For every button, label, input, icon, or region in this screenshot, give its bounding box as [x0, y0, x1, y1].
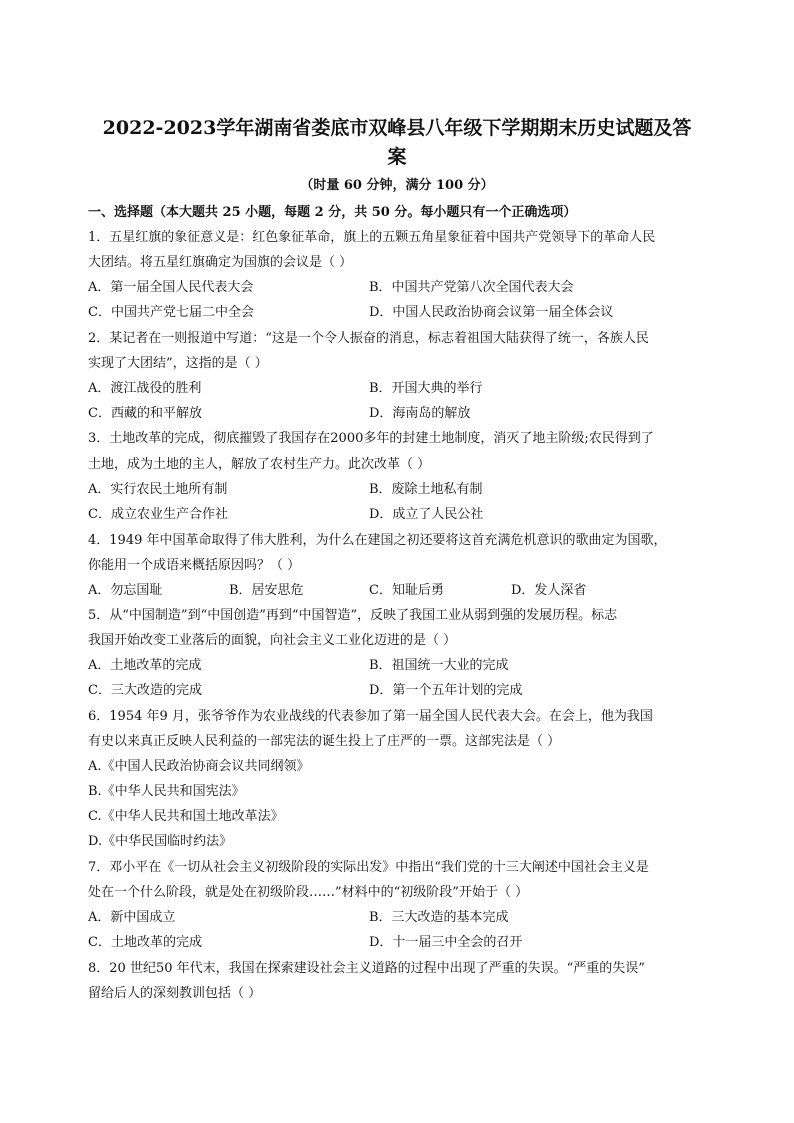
question-5-stem: 5．从“中国制造”到“中国创造”再到“中国智造”，反映了我国工业从弱到强的发展历程。标志: [88, 608, 618, 623]
question-2-option-d: D．海南岛的解放: [369, 406, 471, 421]
question-2-stem: 2．某记者在一则报道中写道：“这是一个令人振奋的消息，标志着祖国大陆获得了统一，各族人民: [88, 331, 649, 346]
doc-subtitle: （时量 60 分钟，满分 100 分）: [300, 178, 494, 193]
question-7-stem: 7．邓小平在《一切从社会主义初级阶段的实际出发》中指出“我们党的十三大阐述中国社会主义是: [88, 860, 649, 875]
question-2-option-a: A．渡江战役的胜利: [88, 381, 202, 396]
question-6-option-b: B.《中华人民共和国宪法》: [88, 784, 245, 799]
question-4-option-c: C．知耻后勇: [369, 583, 444, 598]
question-7-option-a: A．新中国成立: [88, 910, 176, 925]
question-4-option-d: D．发人深省: [511, 583, 587, 598]
question-2-option-b: B．开国大典的举行: [369, 381, 483, 396]
question-4-stem: 你能用一个成语来概括原因吗？（ ）: [88, 558, 301, 573]
question-4-option-b: B．居安思危: [229, 583, 304, 598]
question-5-option-b: B．祖国统一大业的完成: [369, 658, 509, 673]
question-8-stem: 8．20 世纪50 年代末，我国在探索建设社会主义道路的过程中出现了严重的失误。“严重的失误”: [88, 961, 645, 976]
question-6-stem: 有史以来真正反映人民利益的一部宪法的诞生投上了庄严的一票。这部宪法是（ ）: [88, 734, 561, 749]
question-1-option-b: B．中国共产党第八次全国代表大会: [369, 280, 574, 295]
question-6-option-d: D.《中华民国临时约法》: [88, 834, 233, 849]
question-1-option-a: A．第一届全国人民代表大会: [88, 280, 254, 295]
question-1-option-d: D．中国人民政治协商会议第一届全体会议: [369, 305, 614, 320]
question-7-option-b: B．三大改造的基本完成: [369, 910, 509, 925]
question-8-stem: 留给后人的深刻教训包括（ ）: [88, 986, 262, 1001]
question-3-option-d: D．成立了人民公社: [369, 507, 484, 522]
question-7-option-c: C．土地改革的完成: [88, 935, 202, 950]
doc-title-line2: 案: [387, 146, 407, 168]
question-3-stem: 土地，成为土地的主人，解放了农村生产力。此次改革（ ）: [88, 457, 431, 472]
question-1-stem: 1．五星红旗的象征意义是：红色象征革命，旗上的五颗五角星象征着中国共产党领导下的革命人民: [88, 230, 656, 245]
question-2-stem: 实现了大团结”，这指的是（ ）: [88, 356, 268, 371]
section-heading: 一、选择题（本大题共 25 小题，每题 2 分，共 50 分。每小题只有一个正确选项）: [88, 205, 577, 220]
question-3-option-a: A．实行农民土地所有制: [88, 482, 228, 497]
question-3-option-c: C．成立农业生产合作社: [88, 507, 228, 522]
question-6-option-a: A.《中国人民政治协商会议共同纲领》: [88, 759, 310, 774]
question-7-stem: 处在一个什么阶段，就是处在初级阶段……”材料中的“初级阶段”开始于（ ）: [88, 885, 529, 900]
question-3-stem: 3．土地改革的完成，彻底摧毁了我国存在2000多年的封建土地制度，消灭了地主阶级;农民得到了: [88, 431, 654, 446]
question-3-option-b: B．废除土地私有制: [369, 482, 483, 497]
question-5-option-a: A．土地改革的完成: [88, 658, 202, 673]
question-5-option-d: D．第一个五年计划的完成: [369, 683, 523, 698]
question-1-stem: 大团结。将五星红旗确定为国旗的会议是（ ）: [88, 255, 353, 270]
question-5-option-c: C．三大改造的完成: [88, 683, 202, 698]
question-4-stem: 4．1949 年中国革命取得了伟大胜利，为什么在建国之初还要将这首充满危机意识的歌曲定为国歌，: [88, 533, 667, 548]
question-1-option-c: C．中国共产党七届二中全会: [88, 305, 254, 320]
question-5-stem: 我国开始改变工业落后的面貌，向社会主义工业化迈进的是（ ）: [88, 633, 457, 648]
question-6-stem: 6．1954 年9 月，张爷爷作为农业战线的代表参加了第一届全国人民代表大会。在会上，他为我国: [88, 709, 653, 724]
doc-title-line1: 2022-2023学年湖南省娄底市双峰县八年级下学期期末历史试题及答: [102, 117, 692, 139]
question-2-option-c: C．西藏的和平解放: [88, 406, 202, 421]
question-4-option-a: A．勿忘国耻: [88, 583, 163, 598]
question-7-option-d: D．十一届三中全会的召开: [369, 935, 523, 950]
question-6-option-c: C.《中华人民共和国土地改革法》: [88, 809, 284, 824]
